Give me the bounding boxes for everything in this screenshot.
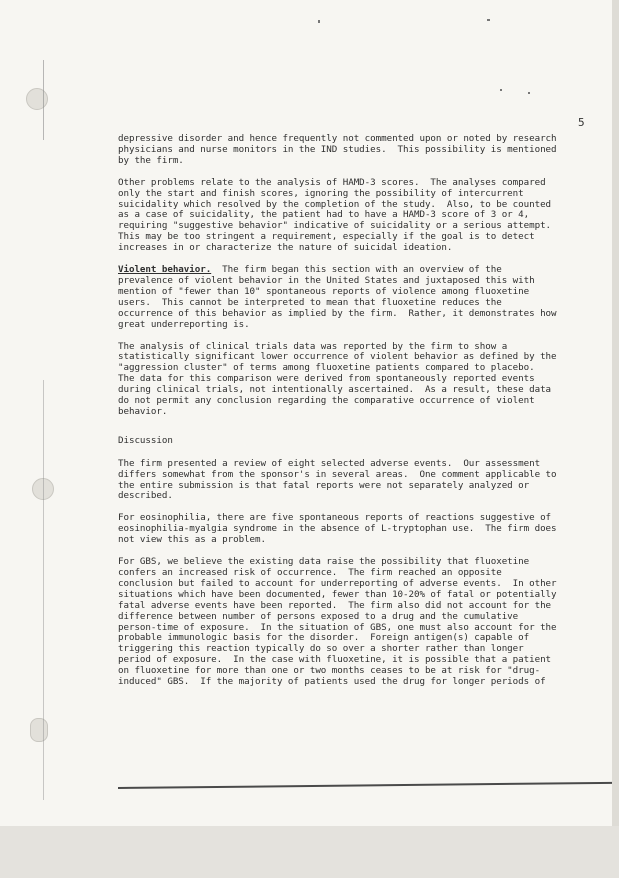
scan-speck — [528, 92, 530, 94]
section-heading-discussion: Discussion — [118, 434, 173, 446]
document-body — [118, 134, 593, 699]
scan-bottom-margin — [0, 826, 619, 878]
paragraph-eosinophilia: For eosinophilia, there are five spontaneous reports of reactions suggestive of eosinophilia-myalgia syndrome in the absence of L-tryptophan use. The firm does not view this as a problem. — [118, 512, 557, 546]
scan-speck — [318, 20, 320, 23]
margin-mark — [43, 60, 44, 140]
paragraph-gbs: For GBS, we believe the existing data raise the possibility that fluoxetine confers an increased risk of occurrence. The firm reached an opposite conclusion but failed to account for underreporting of adverse events. In other situations which have been documented, fewer than 10-20% of fatal or potentially fatal adverse events have been reported. The firm also did not account for the difference between number of persons exposed to a drug and the cumulative person-time of exposure. In the situation of GBS, one must also account for the probable immunologic basis for the disorder. Foreign antigen(s) capable of triggering this reaction typically do so over a shorter rather than longer period of exposure. In the case with fluoxetine, it is possible that a patient on fluoxetine for more than one or two months ceases to be at risk for "drug- induced" GBS. If the majority of patients used the drug for longer periods of — [118, 556, 557, 688]
page-number: 5 — [578, 116, 585, 129]
scan-speck — [487, 19, 490, 21]
punch-hole — [26, 88, 48, 110]
scan-edge — [612, 0, 619, 878]
punch-hole — [30, 718, 48, 742]
paragraph-hamd-scores: Other problems relate to the analysis of HAMD-3 scores. The analyses compared only the start and finish scores, ignoring the possibility of intercurrent suicidality which resolved by the completion of the study. Also, to be counted as a case of suicidality, the patient had to have a HAMD-3 score of 3 or 4, requiring "suggestive behavior" indicative of suicidality or a serious attempt. This may be too stringent a requirement, especially if the goal is to detect increases in or characterize the nature of suicidal ideation. — [118, 176, 552, 254]
paragraph-discussion-review: The firm presented a review of eight selected adverse events. Our assessment differs somewhat from the sponsor's in several areas. One comment applicable to the entire submission is that fatal reports were not separately analyzed or described. — [118, 457, 557, 502]
paragraph-violent-behavior: Violent behavior. The firm began this section with an overview of the prevalence of violent behavior in the United States and juxtaposed this with mention of "fewer than 10" spontaneous reports of violence among fluoxetine users. This cannot be interpreted to mean that fluoxetine reduces the occurrence of this behavior as implied by the firm. Rather, it demonstrates how great underreporting is. — [118, 264, 557, 330]
footer-rule — [118, 782, 613, 789]
inline-heading-violent-behavior: Violent behavior. — [118, 264, 212, 276]
scan-speck — [500, 89, 502, 91]
paragraph-continuation: depressive disorder and hence frequently not commented upon or noted by research physicians and nurse monitors in the IND studies. This possibility is mentioned by the firm. — [118, 133, 557, 166]
margin-mark — [43, 380, 44, 800]
paragraph-clinical-trials: The analysis of clinical trials data was reported by the firm to show a statistically significant lower occurrence of violent behavior as defined by the "aggression cluster" of terms among fluoxetine patients compared to placebo. The data for this comparison were derived from spontaneously reported events during clinical trials, not intentionally ascertained. As a result, these data do not permit any conclusion regarding the comparative occurrence of violent behavior. — [118, 340, 557, 417]
